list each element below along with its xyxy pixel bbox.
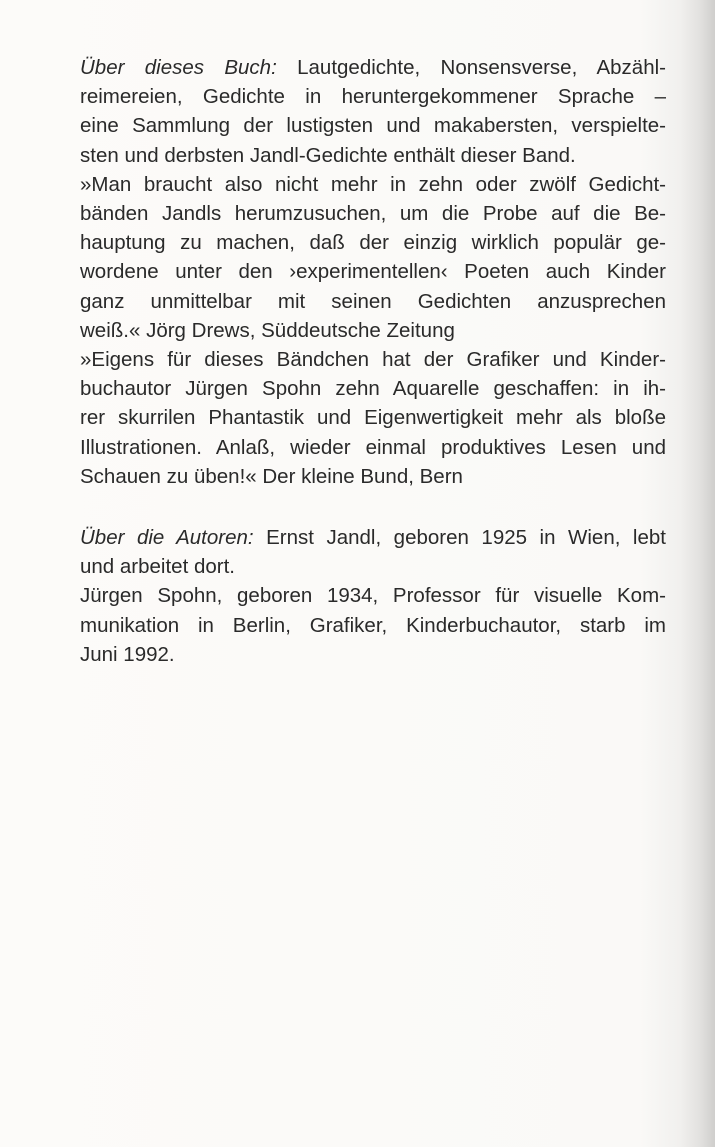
about-book-heading: Über dieses Buch: <box>80 56 277 79</box>
text-line: Juni 1992. <box>80 642 175 666</box>
text-line: Schauen zu üben!« Der kleine Bund, Bern <box>80 464 463 488</box>
text-line: Illustrationen. Anlaß, wieder einmal produktives Lesen und <box>80 435 666 459</box>
text-line: munikation in Berlin, Grafiker, Kinderbuchautor, starb im <box>80 613 666 637</box>
text-line: wordene unter den ›experimentellen‹ Poeten auch Kinder <box>80 260 666 284</box>
text-line: und arbeitet dort. <box>80 555 235 579</box>
text-line: eine Sammlung der lustigsten und makabersten, verspielte- <box>80 114 666 138</box>
about-authors-section <box>80 523 666 669</box>
text-line: »Man braucht also nicht mehr in zehn oder zwölf Gedicht- <box>80 172 666 196</box>
text-line: hauptung zu machen, daß der einzig wirklich populär ge- <box>80 231 666 255</box>
text-line: weiß.« Jörg Drews, Süddeutsche Zeitung <box>80 318 455 342</box>
text-line: »Eigens für dieses Bändchen hat der Grafiker und Kinder- <box>80 348 666 372</box>
about-authors-heading: Über die Autoren: <box>80 526 254 549</box>
text-line: buchautor Jürgen Spohn zehn Aquarelle geschaffen: in ih- <box>80 377 666 401</box>
text-line: sten und derbsten Jandl-Gedichte enthält dieser Band. <box>80 143 576 167</box>
text-line: Über dieses Buch: Lautgedichte, Nonsensverse, Abzähl- <box>80 56 666 79</box>
text-line: ganz unmittelbar mit seinen Gedichten anzusprechen <box>80 289 666 313</box>
text-line: Über die Autoren: Ernst Jandl, geboren 1925 in Wien, lebt <box>80 526 666 549</box>
text-line: rer skurrilen Phantastik und Eigenwertigkeit mehr als bloße <box>80 406 666 430</box>
about-book-section <box>80 53 666 491</box>
text-line: bänden Jandls herumzusuchen, um die Probe auf die Be- <box>80 202 666 226</box>
text-line: Jürgen Spohn, geboren 1934, Professor für visuelle Kom- <box>80 584 666 608</box>
text-line: reimereien, Gedichte in heruntergekommener Sprache – <box>80 85 666 109</box>
